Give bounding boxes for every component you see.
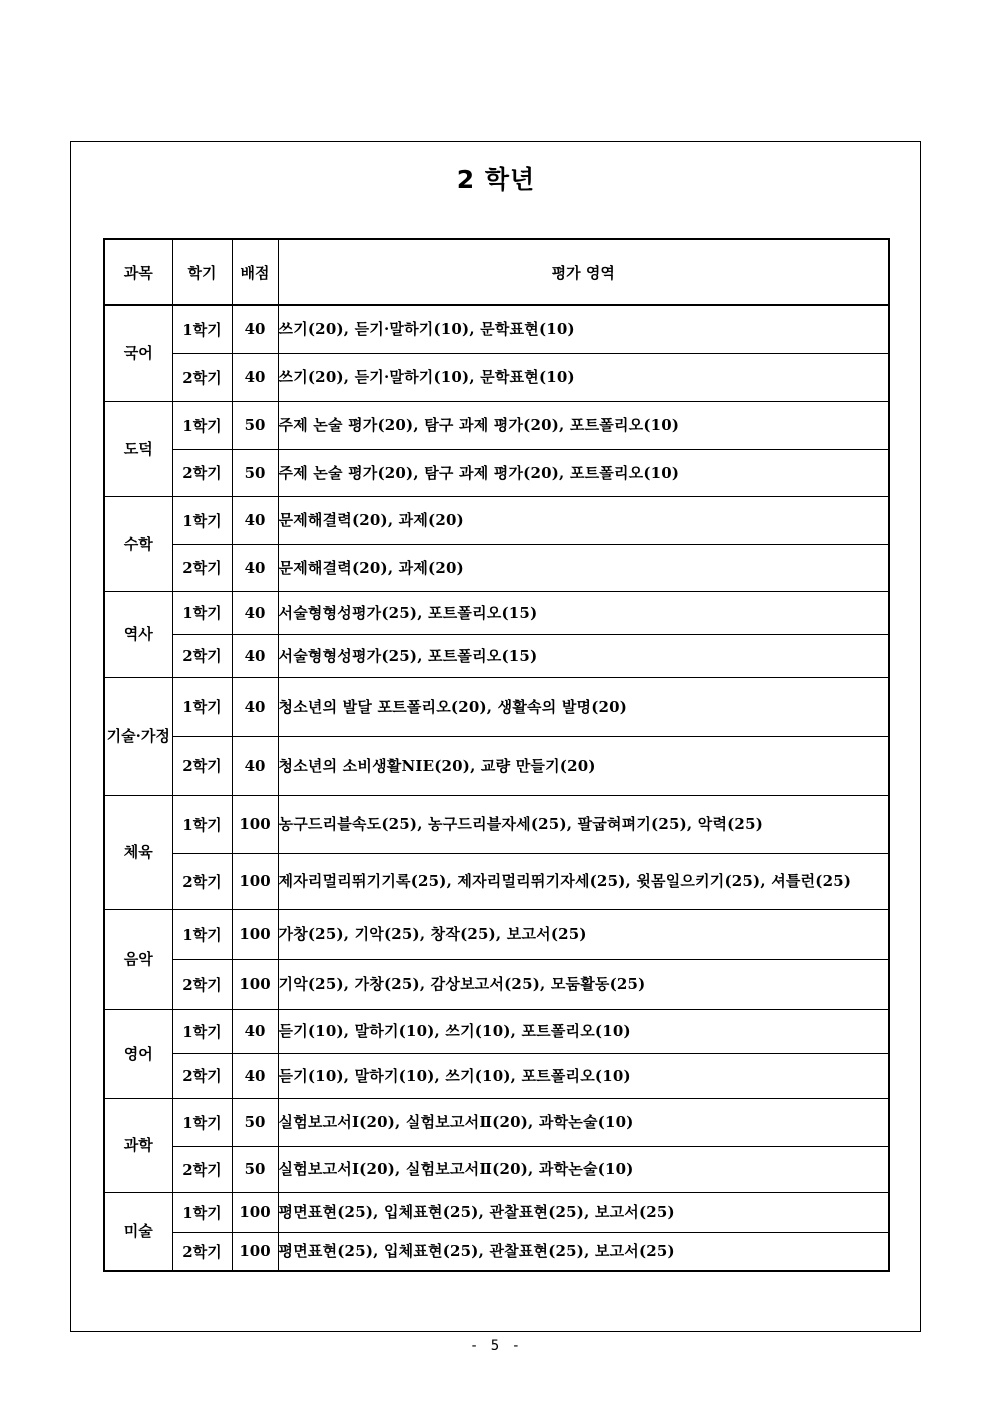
term-cell: 2학기 [172, 1232, 232, 1271]
term-cell: 2학기 [172, 853, 232, 909]
score-cell: 100 [232, 959, 278, 1009]
areas-cell: 평면표현(25), 입체표현(25), 관찰표현(25), 보고서(25) [278, 1192, 889, 1232]
term-cell: 2학기 [172, 959, 232, 1009]
assessment-table [103, 238, 890, 1272]
term-cell: 2학기 [172, 449, 232, 496]
term-cell: 2학기 [172, 736, 232, 795]
page-number: - 5 - [469, 1338, 523, 1354]
term-cell: 2학기 [172, 1053, 232, 1098]
term-cell: 1학기 [172, 909, 232, 959]
areas-cell: 실험보고서Ⅰ(20), 실험보고서Ⅱ(20), 과학논술(10) [278, 1146, 889, 1192]
table-row [104, 1053, 889, 1098]
subject-cell: 영어 [104, 1009, 172, 1098]
term-cell: 2학기 [172, 634, 232, 677]
score-cell: 40 [232, 634, 278, 677]
score-cell: 40 [232, 305, 278, 353]
table-row [104, 634, 889, 677]
areas-cell: 농구드리블속도(25), 농구드리블자세(25), 팔굽혀펴기(25), 악력(25) [278, 795, 889, 853]
areas-cell: 쓰기(20), 듣기·말하기(10), 문학표현(10) [278, 353, 889, 401]
subject-cell: 기술·가정 [104, 677, 172, 795]
table-row [104, 401, 889, 449]
term-cell: 1학기 [172, 591, 232, 634]
subject-cell: 수학 [104, 496, 172, 591]
term-cell: 1학기 [172, 1098, 232, 1146]
score-cell: 100 [232, 1192, 278, 1232]
score-cell: 40 [232, 677, 278, 736]
term-cell: 2학기 [172, 544, 232, 591]
areas-cell: 서술형형성평가(25), 포트폴리오(15) [278, 591, 889, 634]
table-row [104, 496, 889, 544]
term-cell: 1학기 [172, 795, 232, 853]
table-row [104, 353, 889, 401]
table-row [104, 1146, 889, 1192]
table-row [104, 1009, 889, 1053]
areas-cell: 평면표현(25), 입체표현(25), 관찰표현(25), 보고서(25) [278, 1232, 889, 1271]
term-cell: 1학기 [172, 1009, 232, 1053]
header-score: 배점 [232, 239, 278, 305]
term-cell: 1학기 [172, 1192, 232, 1232]
table-row [104, 544, 889, 591]
subject-cell: 도덕 [104, 401, 172, 496]
table-row [104, 853, 889, 909]
score-cell: 100 [232, 909, 278, 959]
score-cell: 40 [232, 353, 278, 401]
term-cell: 2학기 [172, 1146, 232, 1192]
subject-cell: 미술 [104, 1192, 172, 1271]
header-term: 학기 [172, 239, 232, 305]
header-areas: 평가 영역 [278, 239, 889, 305]
page-title: 2 학년 [456, 165, 536, 194]
table-row [104, 305, 889, 353]
areas-cell: 청소년의 소비생활NIE(20), 교량 만들기(20) [278, 736, 889, 795]
term-cell: 1학기 [172, 677, 232, 736]
term-cell: 2학기 [172, 353, 232, 401]
areas-cell: 청소년의 발달 포트폴리오(20), 생활속의 발명(20) [278, 677, 889, 736]
areas-cell: 문제해결력(20), 과제(20) [278, 496, 889, 544]
score-cell: 40 [232, 736, 278, 795]
areas-cell: 듣기(10), 말하기(10), 쓰기(10), 포트폴리오(10) [278, 1053, 889, 1098]
table-row [104, 1192, 889, 1232]
table-header-row [104, 239, 889, 305]
table-row [104, 449, 889, 496]
score-cell: 40 [232, 496, 278, 544]
areas-cell: 듣기(10), 말하기(10), 쓰기(10), 포트폴리오(10) [278, 1009, 889, 1053]
term-cell: 1학기 [172, 305, 232, 353]
table-row [104, 736, 889, 795]
term-cell: 1학기 [172, 496, 232, 544]
table-row [104, 959, 889, 1009]
areas-cell: 주제 논술 평가(20), 탐구 과제 평가(20), 포트폴리오(10) [278, 449, 889, 496]
table-row [104, 1232, 889, 1271]
areas-cell: 가창(25), 기악(25), 창작(25), 보고서(25) [278, 909, 889, 959]
areas-cell: 제자리멀리뛰기기록(25), 제자리멀리뛰기자세(25), 윗몸일으키기(25), 셔틀런(25) [278, 853, 889, 909]
score-cell: 50 [232, 1146, 278, 1192]
score-cell: 50 [232, 1098, 278, 1146]
term-cell: 1학기 [172, 401, 232, 449]
score-cell: 40 [232, 1053, 278, 1098]
score-cell: 50 [232, 401, 278, 449]
table-row [104, 1098, 889, 1146]
table-row [104, 795, 889, 853]
subject-cell: 음악 [104, 909, 172, 1009]
table-row [104, 591, 889, 634]
subject-cell: 체육 [104, 795, 172, 909]
areas-cell: 주제 논술 평가(20), 탐구 과제 평가(20), 포트폴리오(10) [278, 401, 889, 449]
areas-cell: 문제해결력(20), 과제(20) [278, 544, 889, 591]
score-cell: 40 [232, 1009, 278, 1053]
score-cell: 100 [232, 853, 278, 909]
score-cell: 50 [232, 449, 278, 496]
score-cell: 100 [232, 1232, 278, 1271]
score-cell: 40 [232, 544, 278, 591]
subject-cell: 국어 [104, 305, 172, 401]
subject-cell: 과학 [104, 1098, 172, 1192]
areas-cell: 실험보고서Ⅰ(20), 실험보고서Ⅱ(20), 과학논술(10) [278, 1098, 889, 1146]
table-row [104, 677, 889, 736]
table-row [104, 909, 889, 959]
areas-cell: 서술형형성평가(25), 포트폴리오(15) [278, 634, 889, 677]
header-subject: 과목 [104, 239, 172, 305]
score-cell: 40 [232, 591, 278, 634]
areas-cell: 쓰기(20), 듣기·말하기(10), 문학표현(10) [278, 305, 889, 353]
subject-cell: 역사 [104, 591, 172, 677]
score-cell: 100 [232, 795, 278, 853]
areas-cell: 기악(25), 가창(25), 감상보고서(25), 모둠활동(25) [278, 959, 889, 1009]
